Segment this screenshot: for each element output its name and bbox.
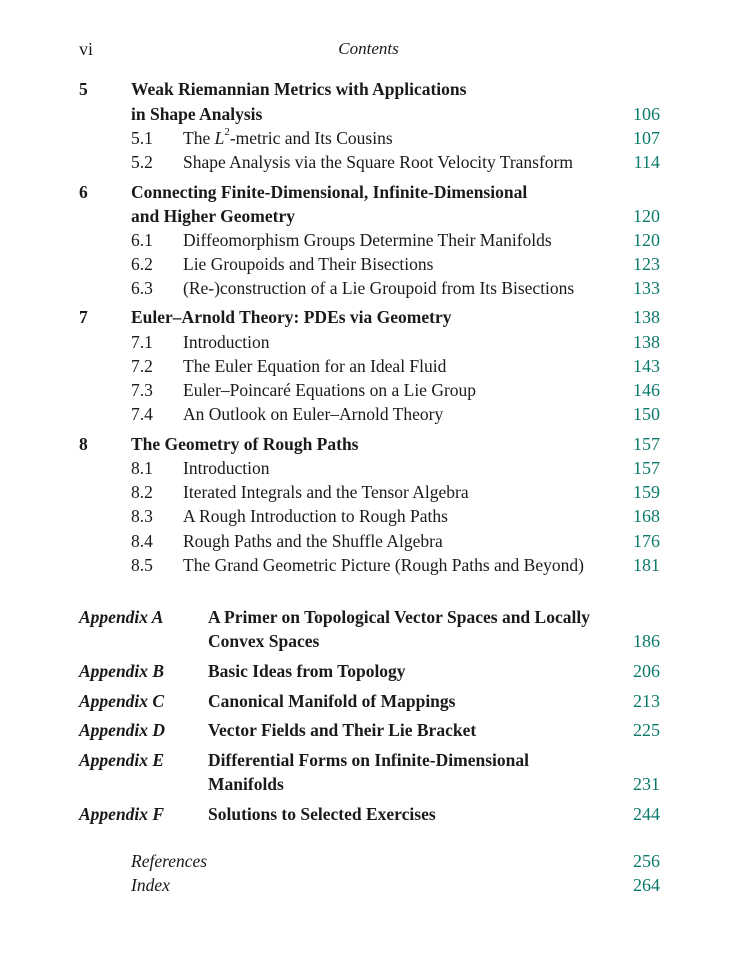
section-entry-5-2[interactable] (0, 151, 737, 173)
chapter-entry-5-cont[interactable] (0, 103, 737, 125)
section-title[interactable]: Shape Analysis via the Square Root Velocity Transform (183, 152, 573, 172)
section-entry-8-5[interactable] (0, 554, 737, 576)
section-number: 6.1 (131, 230, 153, 250)
section-title[interactable]: The Grand Geometric Picture (Rough Paths and Beyond) (183, 555, 584, 575)
chapter-number: 6 (79, 182, 88, 202)
references-title[interactable]: References (131, 851, 208, 871)
appendix-title-cont[interactable]: Manifolds (208, 774, 284, 794)
section-title[interactable]: Rough Paths and the Shuffle Algebra (183, 531, 443, 551)
chapter-entry-6-cont[interactable] (0, 205, 737, 227)
section-number: 5.2 (131, 152, 153, 172)
page-ref[interactable]: 206 (633, 661, 660, 681)
section-entry-7-4[interactable] (0, 403, 737, 425)
page-ref[interactable]: 120 (633, 206, 660, 226)
page-ref[interactable]: 106 (633, 104, 660, 124)
appendix-entry-e-cont[interactable] (0, 773, 737, 795)
page-ref[interactable]: 138 (633, 307, 660, 327)
section-entry-8-2[interactable] (0, 481, 737, 503)
section-number: 7.1 (131, 332, 153, 352)
appendix-label: Appendix E (79, 750, 165, 770)
appendix-title-cont[interactable]: Convex Spaces (208, 631, 320, 651)
page-ref[interactable]: 264 (633, 875, 660, 895)
page-ref[interactable]: 176 (633, 531, 660, 551)
appendix-label: Appendix C (79, 691, 165, 711)
appendix-label: Appendix A (79, 607, 164, 627)
page-ref[interactable]: 157 (633, 434, 660, 454)
chapter-number: 7 (79, 307, 88, 327)
section-entry-7-2[interactable] (0, 355, 737, 377)
section-title[interactable]: An Outlook on Euler–Arnold Theory (183, 404, 444, 424)
chapter-number: 5 (79, 79, 88, 99)
appendix-title[interactable]: A Primer on Topological Vector Spaces and Locally (208, 607, 590, 627)
section-number: 8.5 (131, 555, 153, 575)
page-ref[interactable]: 244 (633, 804, 660, 824)
page-ref[interactable]: 143 (633, 356, 660, 376)
index-entry[interactable] (0, 874, 737, 896)
page-ref[interactable]: 146 (633, 380, 660, 400)
chapter-number: 8 (79, 434, 88, 454)
appendix-title[interactable]: Canonical Manifold of Mappings (208, 691, 456, 711)
section-title[interactable]: Diffeomorphism Groups Determine Their Manifolds (183, 230, 552, 250)
page-ref[interactable]: 256 (633, 851, 660, 871)
chapter-title[interactable]: Euler–Arnold Theory: PDEs via Geometry (131, 307, 452, 327)
superscript: 2 (224, 126, 230, 139)
appendix-entry-b[interactable] (0, 660, 737, 682)
section-entry-6-1[interactable] (0, 229, 737, 251)
appendix-entry-d[interactable] (0, 719, 737, 741)
page-ref[interactable]: 133 (633, 278, 660, 298)
page-ref[interactable]: 150 (633, 404, 660, 424)
page-ref[interactable]: 186 (633, 631, 660, 651)
appendix-title[interactable]: Differential Forms on Infinite-Dimensional (208, 750, 529, 770)
appendix-entry-f[interactable] (0, 803, 737, 825)
page-ref[interactable]: 181 (633, 555, 660, 575)
section-number: 8.3 (131, 506, 153, 526)
section-entry-6-2[interactable] (0, 253, 737, 275)
section-entry-7-1[interactable] (0, 331, 737, 353)
appendix-label: Appendix F (79, 804, 165, 824)
page-ref[interactable]: 168 (633, 506, 660, 526)
section-entry-7-3[interactable] (0, 379, 737, 401)
appendix-label: Appendix B (79, 661, 165, 681)
chapter-entry-6[interactable] (0, 181, 737, 203)
references-entry[interactable] (0, 850, 737, 872)
chapter-title[interactable]: Weak Riemannian Metrics with Applications (131, 79, 467, 99)
section-title[interactable]: Introduction (183, 332, 270, 352)
chapter-entry-5[interactable] (0, 78, 737, 100)
section-title[interactable]: Iterated Integrals and the Tensor Algebra (183, 482, 469, 502)
running-title: Contents (338, 39, 399, 58)
section-entry-8-1[interactable] (0, 457, 737, 479)
page-number: vi (79, 39, 94, 59)
page-header (0, 39, 737, 63)
appendix-entry-c[interactable] (0, 690, 737, 712)
page-ref[interactable]: 231 (633, 774, 660, 794)
section-number: 8.1 (131, 458, 153, 478)
section-title[interactable]: The Euler Equation for an Ideal Fluid (183, 356, 447, 376)
section-number: 6.3 (131, 278, 153, 298)
section-title[interactable]: Euler–Poincaré Equations on a Lie Group (183, 380, 477, 400)
section-title[interactable]: The $L^2$-metric and Its Cousins (183, 126, 393, 148)
page-ref[interactable]: 159 (633, 482, 660, 502)
section-entry-5-1[interactable] (0, 127, 737, 149)
section-title[interactable]: A Rough Introduction to Rough Paths (183, 506, 448, 526)
appendix-title[interactable]: Solutions to Selected Exercises (208, 804, 436, 824)
section-number: 7.2 (131, 356, 153, 376)
page-ref[interactable]: 120 (633, 230, 660, 250)
chapter-title-cont[interactable]: in Shape Analysis (131, 104, 263, 124)
page-ref[interactable]: 107 (633, 128, 660, 148)
section-number: 8.4 (131, 531, 153, 551)
chapter-entry-8[interactable] (0, 433, 737, 455)
chapter-title-cont[interactable]: and Higher Geometry (131, 206, 295, 226)
math-symbol: L (214, 128, 225, 148)
section-title[interactable]: Introduction (183, 458, 270, 478)
index-title[interactable]: Index (131, 875, 170, 895)
section-number: 7.4 (131, 404, 153, 424)
page-ref[interactable]: 213 (633, 691, 660, 711)
section-title[interactable]: Lie Groupoids and Their Bisections (183, 254, 434, 274)
page-ref[interactable]: 123 (633, 254, 660, 274)
page-ref[interactable]: 225 (633, 720, 660, 740)
section-entry-6-3[interactable] (0, 277, 737, 299)
page-ref[interactable]: 114 (633, 152, 660, 172)
chapter-entry-7[interactable] (0, 306, 737, 328)
page-ref[interactable]: 157 (633, 458, 660, 478)
appendix-entry-e[interactable] (0, 749, 737, 771)
appendix-entry-a[interactable] (0, 606, 737, 628)
section-entry-8-4[interactable] (0, 530, 737, 552)
section-number: 8.2 (131, 482, 153, 502)
appendix-title[interactable]: Basic Ideas from Topology (208, 661, 406, 681)
appendix-entry-a-cont[interactable] (0, 630, 737, 652)
chapter-title[interactable]: The Geometry of Rough Paths (131, 434, 359, 454)
section-number: 6.2 (131, 254, 153, 274)
appendix-title[interactable]: Vector Fields and Their Lie Bracket (208, 720, 477, 740)
section-title[interactable]: (Re-)construction of a Lie Groupoid from Its Bisections (183, 278, 575, 298)
appendix-label: Appendix D (79, 720, 166, 740)
section-entry-8-3[interactable] (0, 505, 737, 527)
section-number: 7.3 (131, 380, 153, 400)
page-ref[interactable]: 138 (633, 332, 660, 352)
chapter-title[interactable]: Connecting Finite-Dimensional, Infinite-Dimensional (131, 182, 528, 202)
section-number: 5.1 (131, 128, 153, 148)
